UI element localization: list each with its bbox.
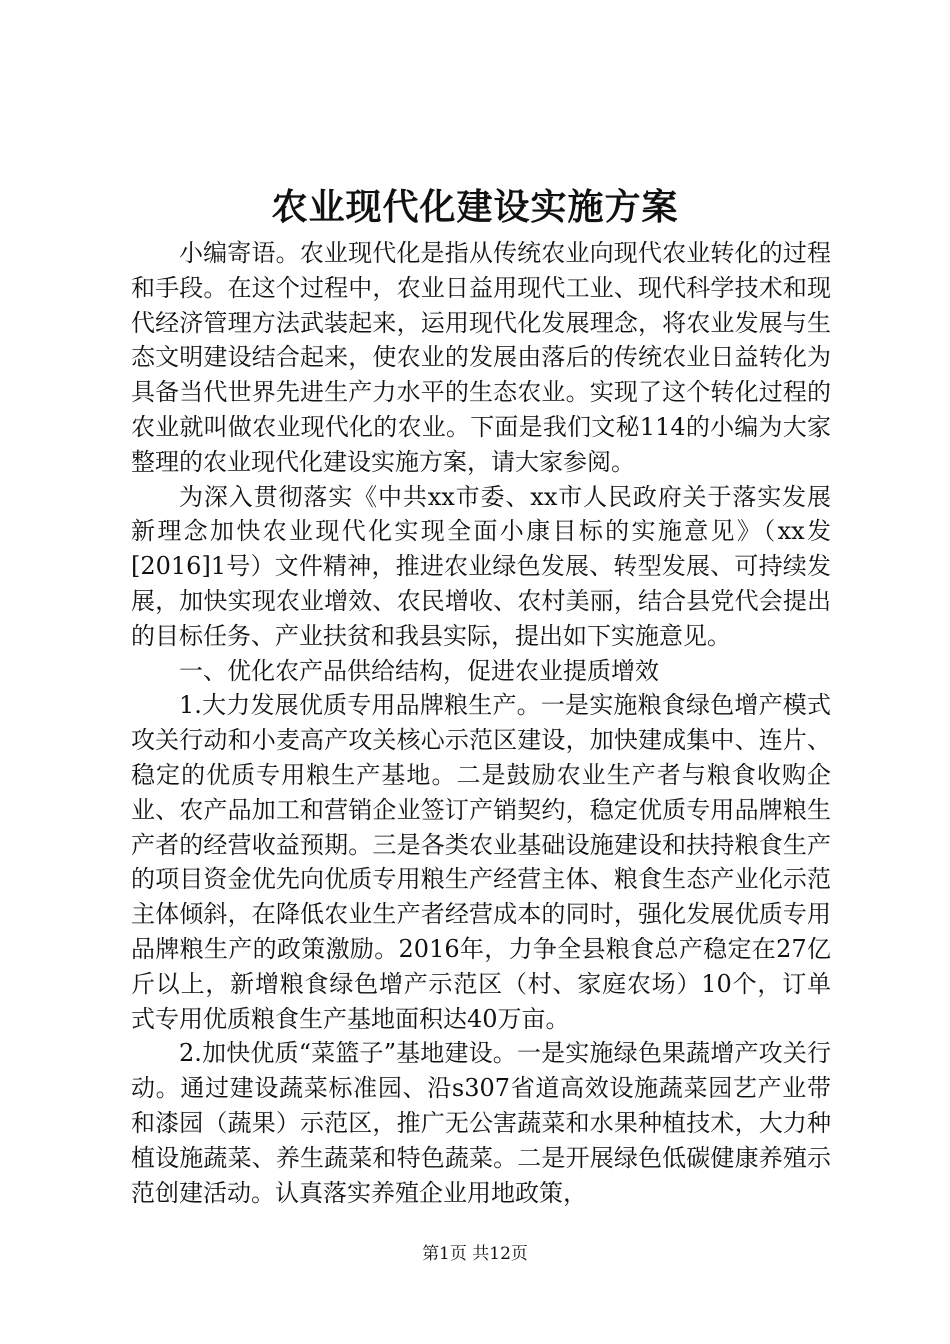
paragraph-intro: 小编寄语。农业现代化是指从传统农业向现代农业转化的过程和手段。在这个过程中，农业日益用现代工业、现代科学技术和现代经济管理方法武装起来，运用现代化发展理念，将农业发展与生态文明建设结合起来，使农业的发展由落后的传统农业日益转化为具备当代世界先进生产力水平的生态农业。实现了这个转化过程的农业就叫做农业现代化的农业。下面是我们文秘114的小编为大家整理的农业现代化建设实施方案，请大家参阅。 — [131, 239, 831, 476]
document-title: 农业现代化建设实施方案 — [271, 186, 679, 228]
page-number-footer: 第1页 共12页 — [422, 1244, 528, 1264]
paragraph-item-1: 1.大力发展优质专用品牌粮生产。一是实施粮食绿色增产模式攻关行动和小麦高产攻关核心示范区建设，加快建成集中、连片、稳定的优质专用粮生产基地。二是鼓励农业生产者与粮食收购企业、农产品加工和营销企业签订产销契约，稳定优质专用品牌粮生产者的经营收益预期。三是各类农业基础设施建设和扶持粮食生产的项目资金优先向优质专用粮生产经营主体、粮食生态产业化示范主体倾斜，在降低农业生产者经营成本的同时，强化发展优质专用品牌粮生产的政策激励。2016年，力争全县粮食总产稳定在27亿斤以上，新增粮食绿色增产示范区（村、家庭农场）10个，订单式专用优质粮食生产基地面积达40万亩。 — [131, 691, 831, 1033]
paragraph-item-2: 2.加快优质“菜篮子”基地建设。一是实施绿色果蔬增产攻关行动。通过建设蔬菜标准园、沿s307省道高效设施蔬菜园艺产业带和漆园（蔬果）示范区，推广无公害蔬菜和水果种植技术，大力种植设施蔬菜、养生蔬菜和特色蔬菜。二是开展绿色低碳健康养殖示范创建活动。认真落实养殖企业用地政策， — [131, 1039, 831, 1207]
document-body — [131, 236, 831, 1210]
paragraph-purpose: 为深入贯彻落实《中共xx市委、xx市人民政府关于落实发展新理念加快农业现代化实现全面小康目标的实施意见》（xx发[2016]1号）文件精神，推进农业绿色发展、转型发展、可持续发展，加快实现农业增效、农民增收、农村美丽，结合县党代会提出的目标任务、产业扶贫和我县实际，提出如下实施意见。 — [131, 482, 831, 650]
section-heading-1: 一、优化农产品供给结构，促进农业提质增效 — [179, 656, 659, 685]
